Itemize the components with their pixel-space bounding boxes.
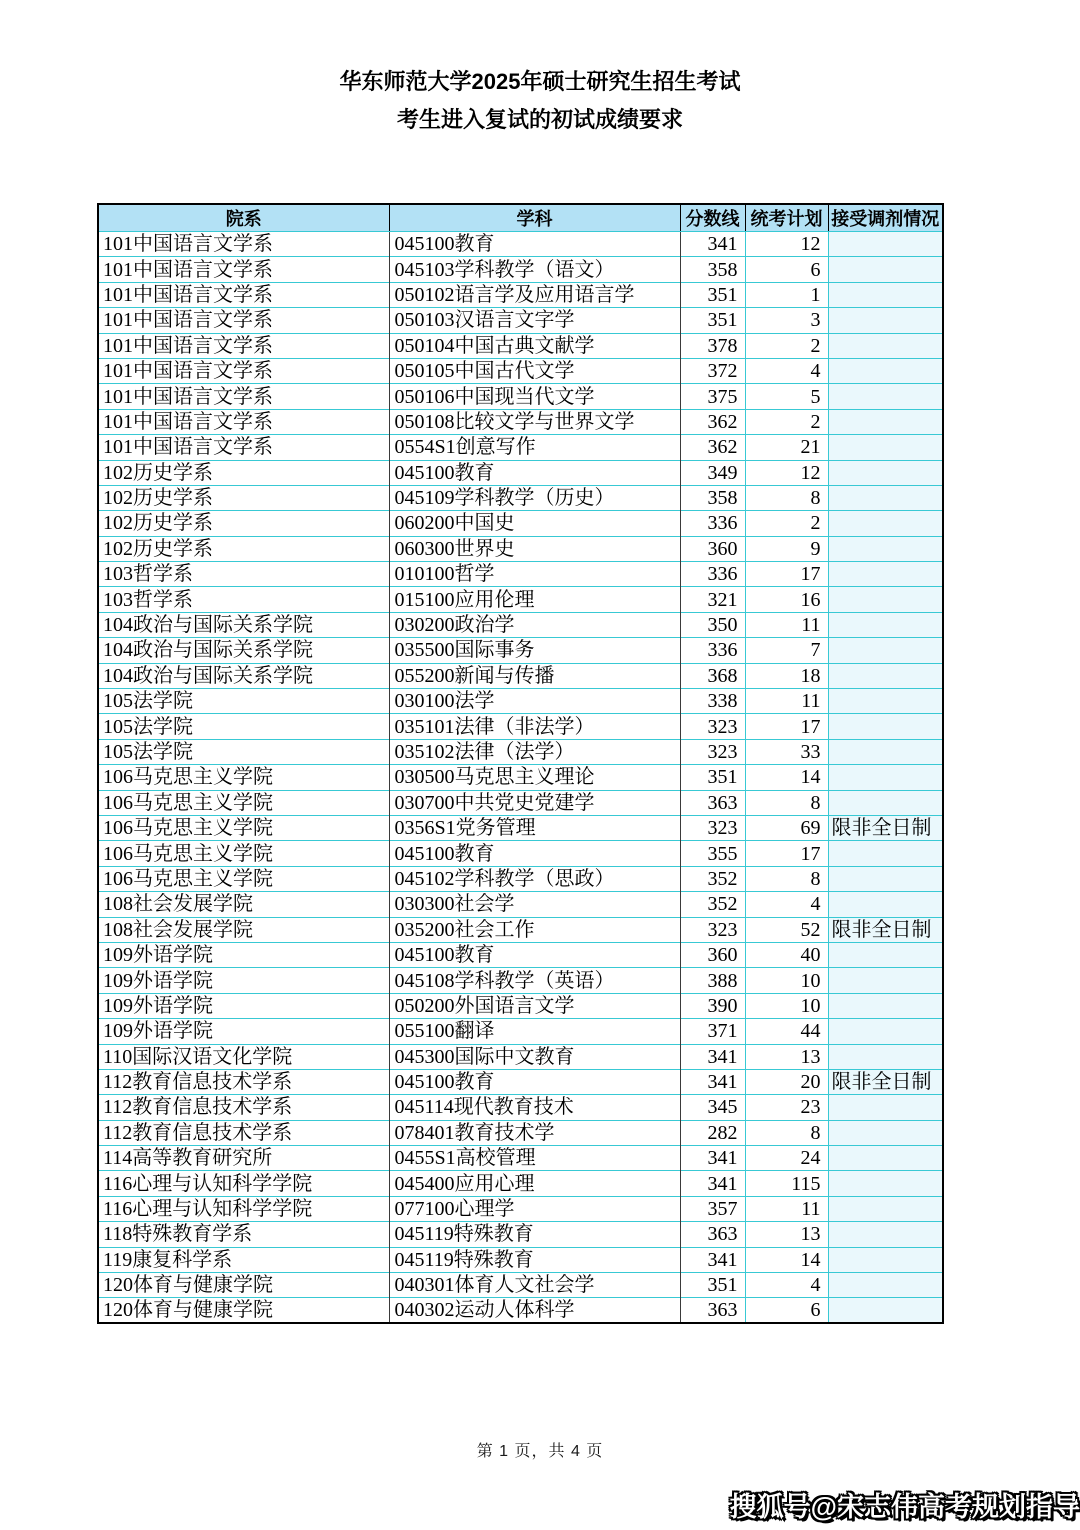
cell-department: 112教育信息技术学系: [98, 1120, 389, 1145]
cell-adjustment-status: [828, 942, 943, 967]
cell-unified-plan: 4: [745, 892, 828, 917]
cell-unified-plan: 12: [745, 232, 828, 257]
cell-subject: 045108学科教学（英语）: [389, 968, 680, 993]
table-row: [98, 1146, 943, 1171]
cell-subject: 050102语言学及应用语言学: [389, 282, 680, 307]
cell-unified-plan: 6: [745, 257, 828, 282]
cell-unified-plan: 8: [745, 790, 828, 815]
cell-subject: 045119特殊教育: [389, 1247, 680, 1272]
cell-adjustment-status: [828, 460, 943, 485]
cell-subject: 030700中共党史党建学: [389, 790, 680, 815]
cell-department: 106马克思主义学院: [98, 815, 389, 840]
table-row: [98, 358, 943, 383]
cell-adjustment-status: [828, 1120, 943, 1145]
cell-unified-plan: 4: [745, 358, 828, 383]
cell-score-line: 351: [680, 282, 745, 307]
cell-department: 110国际汉语文化学院: [98, 1044, 389, 1069]
table-row: [98, 790, 943, 815]
cell-unified-plan: 40: [745, 942, 828, 967]
cell-adjustment-status: [828, 435, 943, 460]
table-row: [98, 257, 943, 282]
cell-adjustment-status: [828, 612, 943, 637]
table-row: [98, 968, 943, 993]
table-row: [98, 308, 943, 333]
cell-department: 102历史学系: [98, 511, 389, 536]
cell-unified-plan: 1: [745, 282, 828, 307]
cell-adjustment-status: [828, 536, 943, 561]
table-row: [98, 917, 943, 942]
cell-unified-plan: 115: [745, 1171, 828, 1196]
table-row: [98, 942, 943, 967]
cell-department: 105法学院: [98, 714, 389, 739]
cell-score-line: 341: [680, 232, 745, 257]
cell-adjustment-status: [828, 409, 943, 434]
cell-adjustment-status: 限非全日制: [828, 917, 943, 942]
cell-unified-plan: 16: [745, 587, 828, 612]
cell-subject: 030500马克思主义理论: [389, 765, 680, 790]
table-row: [98, 1019, 943, 1044]
table-row: [98, 841, 943, 866]
cell-department: 109外语学院: [98, 968, 389, 993]
cell-subject: 045100教育: [389, 942, 680, 967]
cell-department: 106马克思主义学院: [98, 790, 389, 815]
table-row: [98, 435, 943, 460]
cell-adjustment-status: [828, 993, 943, 1018]
page-number-footer: 第 1 页，共 4 页: [476, 1443, 604, 1460]
cell-department: 106马克思主义学院: [98, 841, 389, 866]
cell-unified-plan: 18: [745, 663, 828, 688]
cell-adjustment-status: 限非全日制: [828, 815, 943, 840]
cell-subject: 010100哲学: [389, 562, 680, 587]
cell-department: 103哲学系: [98, 562, 389, 587]
cell-unified-plan: 11: [745, 1196, 828, 1221]
page-title-line1: 华东师范大学2025年硕士研究生招生考试: [339, 69, 741, 94]
table-row: [98, 765, 943, 790]
cell-department: 104政治与国际关系学院: [98, 638, 389, 663]
cell-score-line: 349: [680, 460, 745, 485]
cell-department: 102历史学系: [98, 460, 389, 485]
cell-subject: 035200社会工作: [389, 917, 680, 942]
cell-department: 101中国语言文学系: [98, 308, 389, 333]
table-row: [98, 333, 943, 358]
cell-unified-plan: 69: [745, 815, 828, 840]
cell-score-line: 355: [680, 841, 745, 866]
cell-adjustment-status: [828, 892, 943, 917]
table-row: [98, 993, 943, 1018]
table-row: [98, 892, 943, 917]
cell-subject: 050108比较文学与世界文学: [389, 409, 680, 434]
cell-department: 101中国语言文学系: [98, 282, 389, 307]
cell-department: 104政治与国际关系学院: [98, 663, 389, 688]
cell-adjustment-status: [828, 663, 943, 688]
table-row: [98, 485, 943, 510]
cell-score-line: 368: [680, 663, 745, 688]
column-header-department: 院系: [98, 204, 389, 232]
cell-adjustment-status: [828, 866, 943, 891]
cell-subject: 0356S1党务管理: [389, 815, 680, 840]
cell-score-line: 341: [680, 1044, 745, 1069]
cell-subject: 050106中国现当代文学: [389, 384, 680, 409]
table-row: [98, 1196, 943, 1221]
cell-score-line: 372: [680, 358, 745, 383]
column-header-score-line: 分数线: [680, 204, 745, 232]
cell-score-line: 336: [680, 511, 745, 536]
cell-score-line: 282: [680, 1120, 745, 1145]
cell-score-line: 336: [680, 562, 745, 587]
cell-department: 112教育信息技术学系: [98, 1069, 389, 1094]
cell-department: 103哲学系: [98, 587, 389, 612]
page-title-line2: 考生进入复试的初试成绩要求: [396, 107, 683, 132]
table-row: [98, 460, 943, 485]
cell-score-line: 323: [680, 917, 745, 942]
cell-department: 109外语学院: [98, 993, 389, 1018]
cell-subject: 045100教育: [389, 460, 680, 485]
cell-unified-plan: 17: [745, 714, 828, 739]
cell-department: 102历史学系: [98, 536, 389, 561]
cell-subject: 035101法律（非法学）: [389, 714, 680, 739]
cell-score-line: 341: [680, 1069, 745, 1094]
cell-score-line: 323: [680, 815, 745, 840]
cell-adjustment-status: [828, 282, 943, 307]
cell-score-line: 350: [680, 612, 745, 637]
cell-subject: 0554S1创意写作: [389, 435, 680, 460]
cell-unified-plan: 10: [745, 968, 828, 993]
cell-unified-plan: 6: [745, 1298, 828, 1323]
cell-subject: 077100心理学: [389, 1196, 680, 1221]
cell-subject: 050105中国古代文学: [389, 358, 680, 383]
cell-score-line: 351: [680, 1273, 745, 1298]
cell-unified-plan: 11: [745, 689, 828, 714]
cell-subject: 015100应用伦理: [389, 587, 680, 612]
table-row: [98, 1095, 943, 1120]
cell-score-line: 362: [680, 409, 745, 434]
cell-department: 106马克思主义学院: [98, 866, 389, 891]
cell-subject: 050200外国语言文学: [389, 993, 680, 1018]
cell-subject: 045300国际中文教育: [389, 1044, 680, 1069]
cell-score-line: 352: [680, 892, 745, 917]
cell-department: 106马克思主义学院: [98, 765, 389, 790]
cell-score-line: 390: [680, 993, 745, 1018]
cell-department: 120体育与健康学院: [98, 1273, 389, 1298]
cell-adjustment-status: [828, 1247, 943, 1272]
column-header-unified-plan: 统考计划: [745, 204, 828, 232]
cell-adjustment-status: [828, 1146, 943, 1171]
cell-adjustment-status: [828, 562, 943, 587]
header-row: [98, 204, 943, 232]
cell-department: 109外语学院: [98, 942, 389, 967]
cell-adjustment-status: [828, 689, 943, 714]
cell-adjustment-status: 限非全日制: [828, 1069, 943, 1094]
cell-department: 120体育与健康学院: [98, 1298, 389, 1323]
table-row: [98, 1222, 943, 1247]
cell-unified-plan: 52: [745, 917, 828, 942]
cell-adjustment-status: [828, 1222, 943, 1247]
cell-department: 112教育信息技术学系: [98, 1095, 389, 1120]
cell-adjustment-status: [828, 790, 943, 815]
cell-subject: 035102法律（法学）: [389, 739, 680, 764]
cell-subject: 045100教育: [389, 841, 680, 866]
cell-department: 104政治与国际关系学院: [98, 612, 389, 637]
cell-unified-plan: 23: [745, 1095, 828, 1120]
cell-score-line: 362: [680, 435, 745, 460]
cell-unified-plan: 17: [745, 841, 828, 866]
cell-score-line: 371: [680, 1019, 745, 1044]
cell-department: 114高等教育研究所: [98, 1146, 389, 1171]
cell-score-line: 341: [680, 1171, 745, 1196]
cell-adjustment-status: [828, 638, 943, 663]
table-row: [98, 1298, 943, 1323]
cell-subject: 045119特殊教育: [389, 1222, 680, 1247]
table-row: [98, 815, 943, 840]
table-header-row: [98, 204, 943, 232]
cell-adjustment-status: [828, 714, 943, 739]
cell-department: 101中国语言文学系: [98, 232, 389, 257]
cell-score-line: 357: [680, 1196, 745, 1221]
cell-unified-plan: 14: [745, 765, 828, 790]
cell-score-line: 323: [680, 714, 745, 739]
cell-department: 116心理与认知科学学院: [98, 1196, 389, 1221]
table-row: [98, 536, 943, 561]
cell-unified-plan: 7: [745, 638, 828, 663]
cell-adjustment-status: [828, 968, 943, 993]
cell-department: 118特殊教育学系: [98, 1222, 389, 1247]
cell-department: 102历史学系: [98, 485, 389, 510]
table-row: [98, 739, 943, 764]
cell-unified-plan: 9: [745, 536, 828, 561]
cell-unified-plan: 12: [745, 460, 828, 485]
cell-subject: 030300社会学: [389, 892, 680, 917]
cell-unified-plan: 20: [745, 1069, 828, 1094]
table-row: [98, 866, 943, 891]
table-row: [98, 1069, 943, 1094]
cell-department: 101中国语言文学系: [98, 358, 389, 383]
cell-score-line: 338: [680, 689, 745, 714]
cell-subject: 035500国际事务: [389, 638, 680, 663]
table-row: [98, 1120, 943, 1145]
cell-score-line: 360: [680, 536, 745, 561]
cell-adjustment-status: [828, 333, 943, 358]
cell-department: 101中国语言文学系: [98, 257, 389, 282]
cell-score-line: 352: [680, 866, 745, 891]
cell-department: 109外语学院: [98, 1019, 389, 1044]
cell-adjustment-status: [828, 384, 943, 409]
cell-adjustment-status: [828, 308, 943, 333]
cell-score-line: 363: [680, 790, 745, 815]
cell-score-line: 358: [680, 485, 745, 510]
cell-adjustment-status: [828, 739, 943, 764]
cell-department: 101中国语言文学系: [98, 409, 389, 434]
cell-unified-plan: 2: [745, 333, 828, 358]
cell-adjustment-status: [828, 765, 943, 790]
cell-department: 108社会发展学院: [98, 917, 389, 942]
cell-adjustment-status: [828, 257, 943, 282]
cell-adjustment-status: [828, 1196, 943, 1221]
cell-score-line: 321: [680, 587, 745, 612]
cell-score-line: 351: [680, 308, 745, 333]
cell-adjustment-status: [828, 511, 943, 536]
column-header-subject: 学科: [389, 204, 680, 232]
cell-unified-plan: 2: [745, 511, 828, 536]
cell-subject: 045100教育: [389, 232, 680, 257]
cell-adjustment-status: [828, 232, 943, 257]
page-title: [0, 63, 1080, 139]
cell-unified-plan: 10: [745, 993, 828, 1018]
cell-subject: 030200政治学: [389, 612, 680, 637]
cell-subject: 055100翻译: [389, 1019, 680, 1044]
cell-adjustment-status: [828, 841, 943, 866]
cell-department: 119康复科学系: [98, 1247, 389, 1272]
cell-score-line: 341: [680, 1247, 745, 1272]
table-row: [98, 638, 943, 663]
cell-subject: 045103学科教学（语文）: [389, 257, 680, 282]
cell-score-line: 341: [680, 1146, 745, 1171]
table-row: [98, 587, 943, 612]
table-row: [98, 689, 943, 714]
cell-adjustment-status: [828, 1171, 943, 1196]
cell-adjustment-status: [828, 587, 943, 612]
cell-unified-plan: 13: [745, 1044, 828, 1069]
cell-department: 101中国语言文学系: [98, 333, 389, 358]
table-row: [98, 384, 943, 409]
table-row: [98, 1171, 943, 1196]
cell-adjustment-status: [828, 358, 943, 383]
cell-score-line: 375: [680, 384, 745, 409]
cell-adjustment-status: [828, 1273, 943, 1298]
cell-unified-plan: 17: [745, 562, 828, 587]
table-row: [98, 714, 943, 739]
cell-department: 101中国语言文学系: [98, 435, 389, 460]
table-row: [98, 232, 943, 257]
cell-subject: 045100教育: [389, 1069, 680, 1094]
cell-adjustment-status: [828, 1095, 943, 1120]
cell-score-line: 351: [680, 765, 745, 790]
cell-department: 108社会发展学院: [98, 892, 389, 917]
cell-unified-plan: 4: [745, 1273, 828, 1298]
cell-adjustment-status: [828, 1019, 943, 1044]
cell-subject: 055200新闻与传播: [389, 663, 680, 688]
table-row: [98, 409, 943, 434]
cell-subject: 045400应用心理: [389, 1171, 680, 1196]
admission-score-table: [97, 203, 944, 1324]
cell-subject: 060200中国史: [389, 511, 680, 536]
cell-subject: 050104中国古典文献学: [389, 333, 680, 358]
cell-unified-plan: 8: [745, 485, 828, 510]
cell-subject: 078401教育技术学: [389, 1120, 680, 1145]
cell-subject: 040301体育人文社会学: [389, 1273, 680, 1298]
cell-unified-plan: 8: [745, 1120, 828, 1145]
cell-score-line: 363: [680, 1222, 745, 1247]
cell-unified-plan: 21: [745, 435, 828, 460]
table-body: [98, 232, 943, 1324]
cell-unified-plan: 44: [745, 1019, 828, 1044]
cell-subject: 045102学科教学（思政）: [389, 866, 680, 891]
cell-department: 105法学院: [98, 689, 389, 714]
cell-department: 116心理与认知科学学院: [98, 1171, 389, 1196]
cell-unified-plan: 24: [745, 1146, 828, 1171]
table-row: [98, 612, 943, 637]
cell-adjustment-status: [828, 485, 943, 510]
cell-subject: 0455S1高校管理: [389, 1146, 680, 1171]
cell-score-line: 363: [680, 1298, 745, 1323]
cell-score-line: 360: [680, 942, 745, 967]
cell-unified-plan: 8: [745, 866, 828, 891]
cell-subject: 060300世界史: [389, 536, 680, 561]
cell-department: 105法学院: [98, 739, 389, 764]
table-row: [98, 1247, 943, 1272]
cell-score-line: 378: [680, 333, 745, 358]
cell-unified-plan: 3: [745, 308, 828, 333]
cell-unified-plan: 5: [745, 384, 828, 409]
table-row: [98, 663, 943, 688]
cell-subject: 040302运动人体科学: [389, 1298, 680, 1323]
cell-adjustment-status: [828, 1044, 943, 1069]
cell-unified-plan: 33: [745, 739, 828, 764]
cell-unified-plan: 2: [745, 409, 828, 434]
watermark-text: 搜狐号@宋志伟高考规划指导: [729, 1492, 1080, 1522]
cell-score-line: 336: [680, 638, 745, 663]
cell-unified-plan: 14: [745, 1247, 828, 1272]
column-header-adjustment-status: 接受调剂情况: [828, 204, 943, 232]
table-row: [98, 1044, 943, 1069]
cell-score-line: 323: [680, 739, 745, 764]
table-row: [98, 282, 943, 307]
cell-score-line: 388: [680, 968, 745, 993]
cell-department: 101中国语言文学系: [98, 384, 389, 409]
table-row: [98, 562, 943, 587]
cell-subject: 030100法学: [389, 689, 680, 714]
cell-adjustment-status: [828, 1298, 943, 1323]
cell-unified-plan: 13: [745, 1222, 828, 1247]
cell-score-line: 358: [680, 257, 745, 282]
table-row: [98, 1273, 943, 1298]
cell-subject: 045114现代教育技术: [389, 1095, 680, 1120]
cell-subject: 045109学科教学（历史）: [389, 485, 680, 510]
cell-subject: 050103汉语言文字学: [389, 308, 680, 333]
cell-unified-plan: 11: [745, 612, 828, 637]
cell-score-line: 345: [680, 1095, 745, 1120]
table-row: [98, 511, 943, 536]
